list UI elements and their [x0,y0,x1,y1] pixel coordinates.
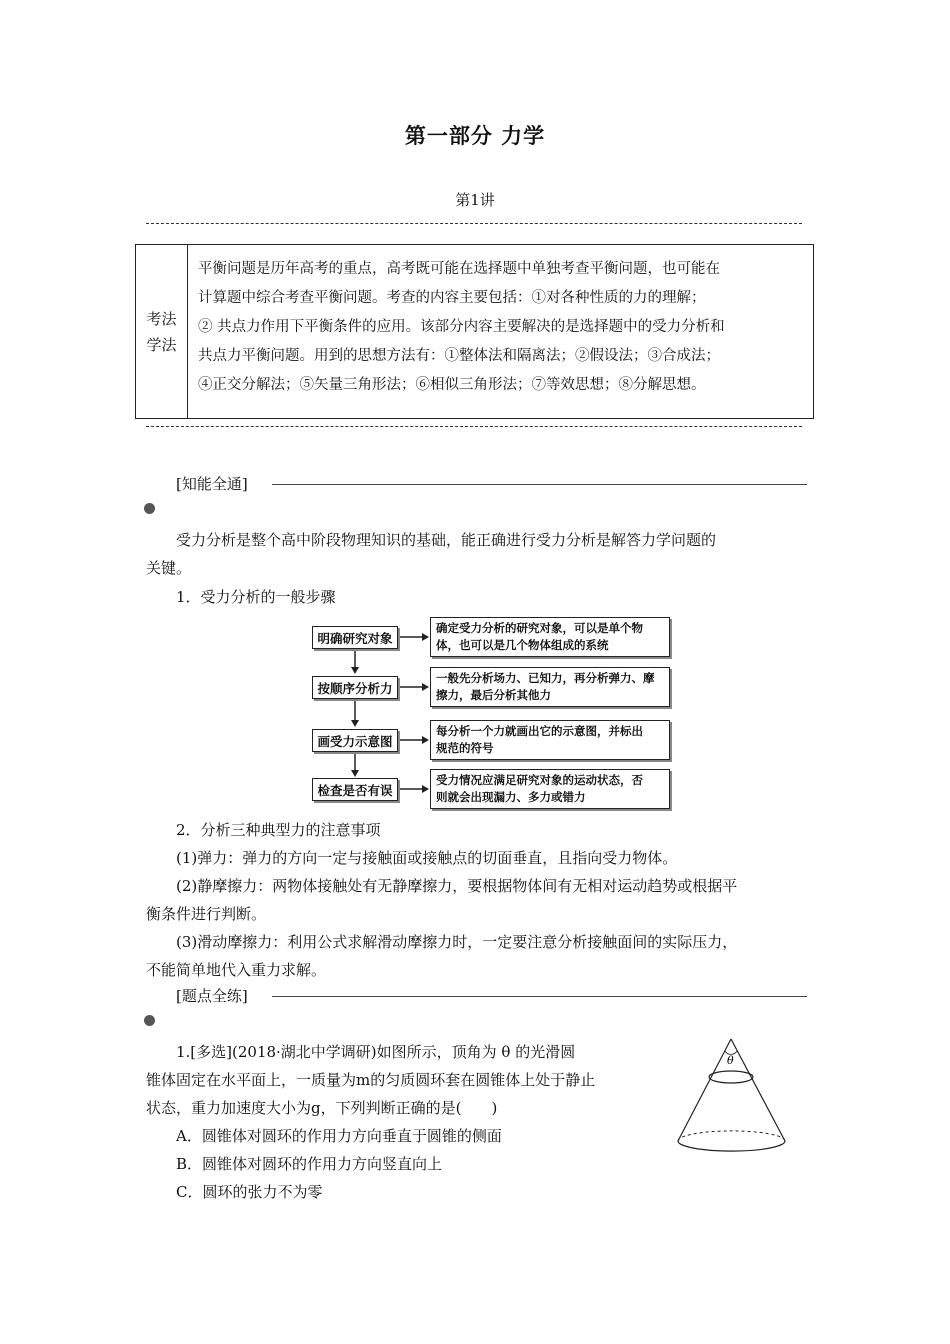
cone-base-front [678,1141,785,1151]
part-title: 第一部分 力学 [404,124,546,148]
kaofa-line: ④正交分解法；⑤矢量三角形法；⑥相似三角形法；⑦等效思想；⑧分解思想。 [198,377,706,393]
flow-arrowhead [351,720,359,727]
sliding-friction-note-1: (3)滑动摩擦力：利用公式求解滑动摩擦力时，一定要注意分析接触面间的实际压力， [176,933,738,951]
flow-desc-3 [430,720,670,760]
kaofa-line: ② 共点力作用下平衡条件的应用。该部分内容主要解决的是选择题中的受力分析和 [198,319,725,335]
cone-right-edge [731,1039,785,1141]
kaofa-label-line1: 考法 [146,309,177,328]
dashed-divider-bottom [146,426,802,427]
section-heading-knowledge: [知能全通] [176,475,248,493]
flow-arrowhead [351,667,359,674]
section-rule [272,484,807,485]
cone-figure [672,1035,792,1155]
dashed-divider-top [146,223,802,224]
flow-desc-line: 擦力，最后分析其他力 [436,688,551,702]
static-friction-note-2: 衡条件进行判断。 [146,905,267,923]
flow-desc-1 [430,617,670,657]
option-a: A．圆锥体对圆环的作用力方向垂直于圆锥的侧面 [176,1127,502,1145]
elastic-force-note: (1)弹力：弹力的方向一定与接触面或接触点的切面垂直，且指向受力物体。 [176,849,678,867]
flow-desc-line: 受力情况应满足研究对象的运动状态，否 [436,773,643,787]
flow-desc-line: 一般先分析场力、已知力，再分析弹力、摩 [436,671,655,685]
kaofa-line: 平衡问题是历年高考的重点，高考既可能在选择题中单独考查平衡问题，也可能在 [198,261,720,277]
flow-arrowhead [351,770,359,777]
flow-arrowhead [422,736,429,744]
kaofa-line: 共点力平衡问题。用到的思想方法有：①整体法和隔离法；②假设法；③合成法； [198,348,720,364]
flow-arrowhead [422,683,429,691]
theta-label: θ [727,1054,734,1067]
section-heading-practice: [题点全练] [176,987,248,1005]
kaofa-xuefa-box [135,244,814,419]
intro-line-1: 受力分析是整个高中阶段物理知识的基础，能正确进行受力分析是解答力学问题的 [176,531,717,549]
flow-desc-line: 体，也可以是几个物体组成的系统 [436,638,609,652]
flow-desc-4 [430,769,670,809]
flow-arrowhead [422,785,429,793]
cone-base-back [678,1131,785,1141]
option-c: C．圆环的张力不为零 [176,1183,323,1201]
cone-left-edge [678,1039,731,1141]
flow-desc-line: 确定受力分析的研究对象，可以是单个物 [436,621,643,635]
question-1-line-3: 状态，重力加速度大小为g，下列判断正确的是( ) [146,1099,498,1117]
option-b: B．圆锥体对圆环的作用力方向竖直向上 [176,1155,443,1173]
kaofa-label [136,245,188,418]
flow-desc-line: 每分析一个力就画出它的示意图，并标出 [436,724,643,738]
kaofa-label-line2: 学法 [146,335,177,354]
flow-step-1: 明确研究对象 [312,626,398,649]
typical-title: 2．分析三种典型力的注意事项 [176,821,381,839]
kaofa-text [198,255,808,400]
flow-desc-2 [430,667,670,707]
section-rule [272,996,807,997]
flow-step-3: 画受力示意图 [312,729,398,752]
flow-desc-line: 则就会出现漏力、多力或错力 [436,790,586,804]
intro-line-2: 关键。 [146,559,192,577]
ring [709,1071,753,1083]
step-title: 1．受力分析的一般步骤 [176,588,336,606]
flow-arrowhead [422,633,429,641]
sliding-friction-note-2: 不能简单地代入重力求解。 [146,961,327,979]
static-friction-note-1: (2)静摩擦力：两物体接触处有无静摩擦力，要根据物体间有无相对运动趋势或根据平 [176,877,738,895]
flow-step-4: 检查是否有误 [312,778,398,801]
flow-desc-line: 规范的符号 [436,741,494,755]
flow-step-2: 按顺序分析力 [312,676,398,699]
question-1-line-2: 锥体固定在水平面上，一质量为m的匀质圆环套在圆锥体上处于静止 [146,1071,596,1089]
bullet-dot [144,1015,155,1026]
lecture-number: 第1讲 [455,191,495,209]
question-1-line-1: 1.[多选](2018·湖北中学调研)如图所示，顶角为 θ 的光滑圆 [176,1043,576,1061]
bullet-dot [144,503,155,514]
kaofa-line: 计算题中综合考查平衡问题。考查的内容主要包括：①对各种性质的力的理解； [198,290,706,306]
